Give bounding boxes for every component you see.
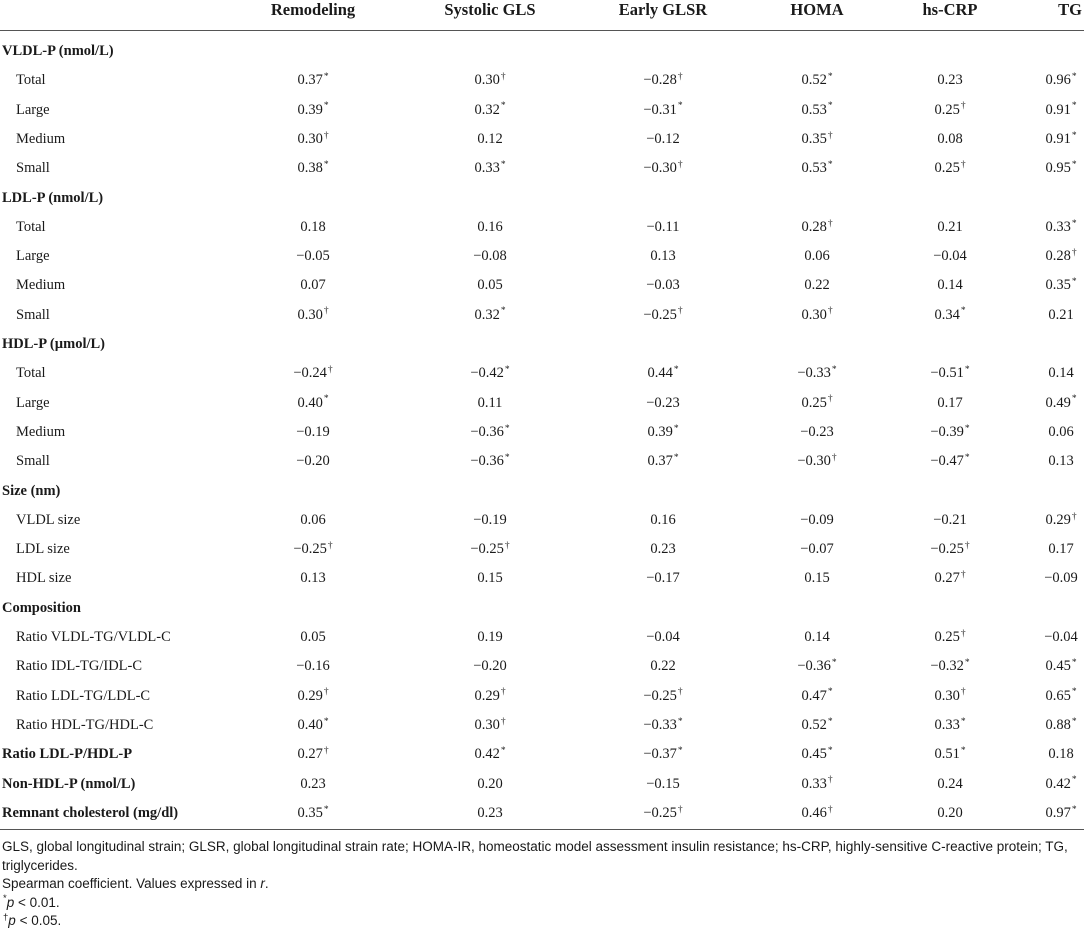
value-cell: 0.20 [477,775,503,792]
value-cell: 0.53* [801,101,833,118]
table-row [0,447,1084,476]
value-cell: −0.30† [797,452,837,470]
value-cell: 0.37* [297,72,329,89]
table-row [0,154,1084,183]
value-cell: −0.30† [643,159,683,177]
value-cell: 0.32* [474,101,506,118]
value-cell: −0.42* [470,365,510,382]
value-cell: 0.32* [474,306,506,323]
value-cell: 0.91* [1045,130,1077,147]
value-cell: 0.24 [937,775,963,792]
value-cell: −0.47* [930,452,970,470]
value-cell: 0.47* [801,687,833,704]
row-label: Large [16,101,50,118]
section-header-row [0,37,1084,66]
value-cell: −0.25† [470,540,510,558]
bottom-rule [0,829,1084,830]
row-label: Ratio HDL-TG/HDL-C [16,716,154,733]
row-label: Small [16,306,50,323]
table-row [0,506,1084,535]
section-label: Size (nm) [2,482,61,499]
value-cell: 0.35† [801,130,833,147]
value-cell: 0.23 [937,72,963,89]
value-cell: −0.32* [930,658,970,675]
value-cell: −0.37* [643,745,683,763]
value-cell: 0.29† [1045,511,1077,528]
value-cell: −0.19 [296,423,330,440]
value-cell: −0.28† [643,72,683,89]
value-cell: −0.20 [296,453,330,470]
table-row [0,271,1084,300]
row-label: Total [16,365,46,382]
value-cell: 0.18 [1048,746,1074,763]
row-label: VLDL size [16,511,81,528]
value-cell: −0.12 [646,130,680,147]
value-cell: 0.45* [1045,658,1077,675]
significance-note-dagger: †p < 0.05. [3,911,62,928]
value-cell: 0.14 [1048,365,1074,382]
value-cell: 0.05 [300,629,326,645]
table-row [0,652,1084,681]
value-cell: −0.36* [797,658,837,675]
value-cell: 0.19 [477,629,503,645]
value-cell: −0.11 [646,218,680,235]
value-cell: −0.25† [293,540,333,558]
column-header: Systolic GLS [444,0,536,19]
value-cell: −0.07 [800,541,834,558]
row-label: Ratio LDL-TG/LDL-C [16,687,151,704]
value-cell: −0.51* [930,365,970,382]
column-header: HOMA [790,0,844,19]
value-cell: 0.06 [300,511,326,528]
value-cell: −0.23 [646,394,680,411]
value-cell: −0.33* [643,716,683,733]
value-cell: −0.04 [1044,629,1078,645]
value-cell: 0.25† [801,394,833,411]
value-cell: −0.15 [646,775,680,792]
value-cell: 0.52* [801,72,833,89]
value-cell: −0.05 [296,248,330,265]
value-cell: −0.16 [296,658,330,675]
value-cell: 0.16 [477,218,503,235]
value-cell: 0.30† [801,306,833,323]
value-cell: 0.21 [937,218,963,235]
section-header-row [0,184,1084,213]
value-cell: 0.23 [300,775,326,792]
value-cell: 0.38* [297,159,329,177]
value-cell: 0.23 [650,541,676,558]
value-cell: 0.40* [297,394,329,411]
value-cell: 0.44* [647,365,679,382]
value-cell: −0.24† [293,365,333,382]
value-cell: 0.35* [297,804,329,821]
row-label: Total [16,72,46,89]
value-cell: 0.22 [650,658,676,675]
table-row [0,301,1084,330]
value-cell: 0.33* [474,159,506,177]
value-cell: 0.30† [474,72,506,89]
value-cell: 0.15 [804,570,830,587]
row-label: Ratio IDL-TG/IDL-C [16,658,143,675]
value-cell: 0.17 [1048,541,1074,558]
row-label: Non-HDL-P (nmol/L) [2,775,136,792]
value-cell: 0.49* [1045,394,1077,411]
row-label: Ratio LDL-P/HDL-P [2,746,133,763]
row-label: Medium [16,130,66,147]
value-cell: 0.05 [477,277,503,294]
value-cell: −0.04 [933,248,967,265]
value-cell: 0.28† [801,218,833,235]
value-cell: 0.33* [1045,218,1077,235]
value-cell: 0.65* [1045,687,1077,704]
value-cell: 0.30† [474,716,506,733]
value-cell: 0.17 [937,394,963,411]
value-cell: 0.27† [934,570,966,587]
table-row [0,418,1084,447]
row-label: Large [16,394,50,411]
value-cell: 0.42* [1045,775,1077,792]
value-cell: 0.23 [477,804,503,821]
value-cell: 0.29† [297,687,329,704]
value-cell: −0.25† [930,540,970,558]
section-label: Composition [2,599,81,616]
table-row [0,535,1084,564]
value-cell: −0.36* [470,452,510,470]
table-row [0,389,1084,418]
row-label: Ratio VLDL-TG/VLDL-C [16,629,171,645]
value-cell: 0.12 [477,130,503,147]
table-row [0,125,1084,154]
column-header: TG [1058,0,1082,19]
value-cell: 0.21 [1048,306,1074,323]
value-cell: −0.25† [643,306,683,323]
table-header-row [0,0,1084,24]
value-cell: 0.27† [297,745,329,763]
table-footnotes [2,838,1080,931]
row-label: Small [16,453,50,470]
value-cell: 0.14 [937,277,963,294]
value-cell: 0.13 [650,248,676,265]
value-cell: 0.46† [801,804,833,821]
value-cell: 0.91* [1045,101,1077,118]
table-row [0,799,1084,828]
value-cell: −0.04 [646,629,680,645]
value-cell: −0.25† [643,804,683,821]
value-cell: 0.34* [934,306,966,323]
value-cell: 0.39* [297,101,329,118]
header-rule [0,30,1084,31]
value-cell: 0.16 [650,511,676,528]
significance-note-star: *p < 0.01. [3,893,60,910]
value-cell: 0.20 [937,804,963,821]
table-row [0,682,1084,711]
value-cell: −0.03 [646,277,680,294]
value-cell: −0.21 [933,511,967,528]
table-row [0,623,1084,652]
table-row [0,359,1084,388]
value-cell: 0.25† [934,159,966,177]
row-label: Remnant cholesterol (mg/dl) [2,804,179,821]
value-cell: 0.95* [1045,159,1077,177]
value-cell: 0.14 [804,629,830,645]
value-cell: 0.13 [300,570,326,587]
table-row [0,564,1084,593]
value-cell: 0.28† [1045,247,1077,265]
value-cell: 0.30† [297,306,329,323]
value-cell: 0.30† [934,687,966,704]
section-label: VLDL-P (nmol/L) [2,43,114,59]
value-cell: 0.15 [477,570,503,587]
value-cell: −0.09 [800,511,834,528]
value-cell: 0.25† [934,628,966,645]
value-cell: 0.35* [1045,277,1077,294]
row-label: Medium [16,423,66,440]
value-cell: 0.18 [300,218,326,235]
table-row [0,770,1084,799]
value-cell: −0.19 [473,511,507,528]
value-cell: −0.39* [930,423,970,440]
value-cell: −0.31* [643,101,683,118]
value-cell: 0.06 [1048,423,1074,440]
value-cell: −0.20 [473,658,507,675]
abbreviations-note: GLS, global longitudinal strain; GLSR, global longitudinal strain rate; HOMA-IR, homeostatic model assessment insulin resistance; hs-CRP, highly-sensitive C-reactive protein; TG, triglycerides. [2,839,1068,873]
row-label: Medium [16,277,66,294]
value-cell: 0.13 [1048,453,1074,470]
value-cell: 0.42* [474,745,506,763]
value-cell: 0.06 [804,248,830,265]
value-cell: −0.09 [1044,570,1078,587]
table-row [0,740,1084,769]
value-cell: 0.53* [801,159,833,177]
value-cell: 0.40* [297,716,329,733]
column-header: Early GLSR [618,0,708,19]
value-cell: 0.39* [647,423,679,440]
value-cell: 0.30† [297,130,329,147]
table-row [0,96,1084,125]
spearman-note: Spearman coefficient. Values expressed in r. [2,876,269,891]
section-header-row [0,477,1084,506]
table-row [0,242,1084,271]
row-label: HDL size [16,570,72,587]
value-cell: 0.11 [477,394,503,411]
row-label: Small [16,160,50,177]
value-cell: −0.25† [643,687,683,704]
section-header-row [0,330,1084,359]
row-label: LDL size [16,541,70,558]
value-cell: 0.45* [801,745,833,763]
value-cell: 0.22 [804,277,830,294]
value-cell: 0.25† [934,101,966,118]
value-cell: 0.97* [1045,804,1077,821]
value-cell: 0.33* [934,716,966,733]
value-cell: 0.88* [1045,716,1077,733]
value-cell: −0.33* [797,365,837,382]
value-cell: 0.07 [300,277,326,294]
value-cell: −0.08 [473,248,507,265]
value-cell: −0.17 [646,570,680,587]
table-row [0,213,1084,242]
value-cell: 0.51* [934,745,966,763]
table-row [0,711,1084,740]
section-header-row [0,594,1084,623]
value-cell: 0.29† [474,687,506,704]
value-cell: 0.33† [801,775,833,792]
row-label: Large [16,248,50,265]
section-label: HDL-P (µmol/L) [2,336,106,352]
value-cell: 0.08 [937,130,963,147]
column-header: Remodeling [270,0,356,19]
row-label: Total [16,218,46,235]
column-header: hs-CRP [922,0,978,19]
value-cell: 0.37* [647,452,679,470]
section-label: LDL-P (nmol/L) [2,189,104,206]
value-cell: 0.96* [1045,72,1077,89]
table-row [0,66,1084,95]
value-cell: −0.23 [800,423,834,440]
value-cell: 0.52* [801,716,833,733]
value-cell: −0.36* [470,423,510,440]
